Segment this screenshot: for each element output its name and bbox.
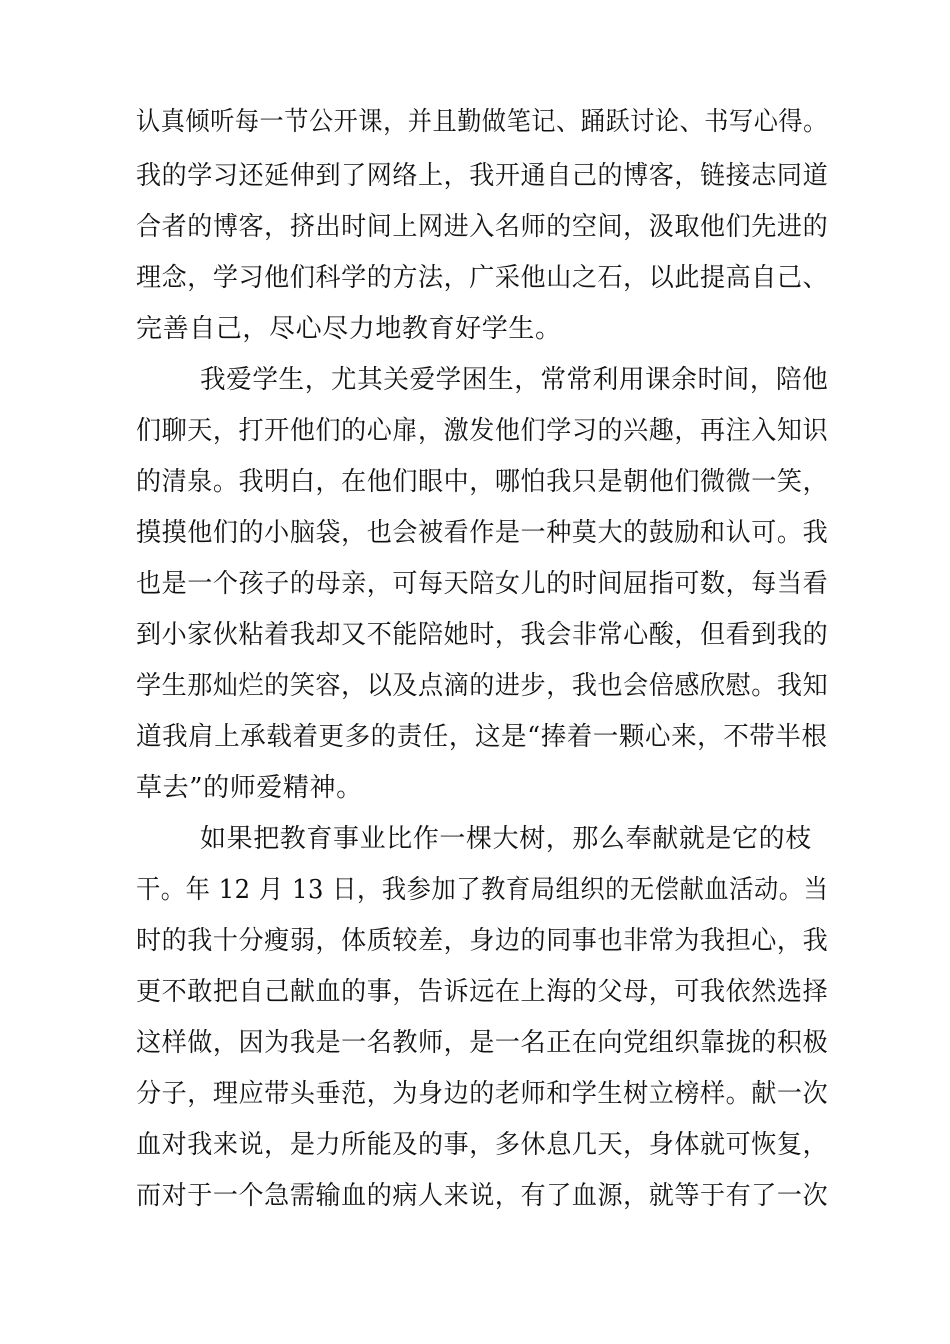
text-line: 道我肩上承载着更多的责任，这是“捧着一颗心来，不带半根 (136, 722, 828, 752)
text-line: 学生那灿烂的笑容，以及点滴的进步，我也会倍感欣慰。我知 (136, 671, 829, 701)
text-line: 的清泉。我明白，在他们眼中，哪怕我只是朝他们微微一笑， (136, 467, 829, 497)
text-line: 这样做，因为我是一名教师，是一名正在向党组织靠拢的积极 (136, 1028, 829, 1058)
text-line: 合者的博客，挤出时间上网进入名师的空间，汲取他们先进的 (136, 212, 829, 242)
paragraph-first-line: 如果把教育事业比作一棵大树，那么奉献就是它的枝 (200, 824, 812, 854)
text-line: 我的学习还延伸到了网络上，我开通自己的博客，链接志同道 (136, 161, 829, 191)
text-line: 们聊天，打开他们的心扉，激发他们学习的兴趣，再注入知识 (136, 416, 829, 446)
text-line: 而对于一个急需输血的病人来说，有了血源，就等于有了一次 (136, 1181, 829, 1211)
text-line: 也是一个孩子的母亲，可每天陪女儿的时间屈指可数，每当看 (136, 569, 829, 599)
text-line: 到小家伙粘着我却又不能陪她时，我会非常心酸，但看到我的 (136, 620, 829, 650)
text-line: 更不敢把自己献血的事，告诉远在上海的父母，可我依然选择 (136, 977, 829, 1007)
text-line: 草去”的师爱精神。 (136, 773, 363, 803)
text-line: 干。年 12 月 13 日，我参加了教育局组织的无偿献血活动。当 (136, 875, 829, 905)
text-line: 血对我来说，是力所能及的事，多休息几天，身体就可恢复， (136, 1130, 829, 1160)
text-line: 认真倾听每一节公开课，并且勤做笔记、踊跃讨论、书写心得。 (136, 107, 828, 137)
text-line: 完善自己，尽心尽力地教育好学生。 (136, 314, 562, 344)
text-line: 摸摸他们的小脑袋，也会被看作是一种莫大的鼓励和认可。我 (136, 518, 829, 548)
paragraph-first-line: 我爱学生，尤其关爱学困生，常常利用课余时间，陪他 (200, 365, 829, 395)
text-line: 理念，学习他们科学的方法，广采他山之石，以此提高自己、 (136, 263, 829, 293)
text-line: 时的我十分瘦弱，体质较差，身边的同事也非常为我担心，我 (136, 926, 829, 956)
text-line: 分子，理应带头垂范，为身边的老师和学生树立榜样。献一次 (136, 1079, 829, 1109)
